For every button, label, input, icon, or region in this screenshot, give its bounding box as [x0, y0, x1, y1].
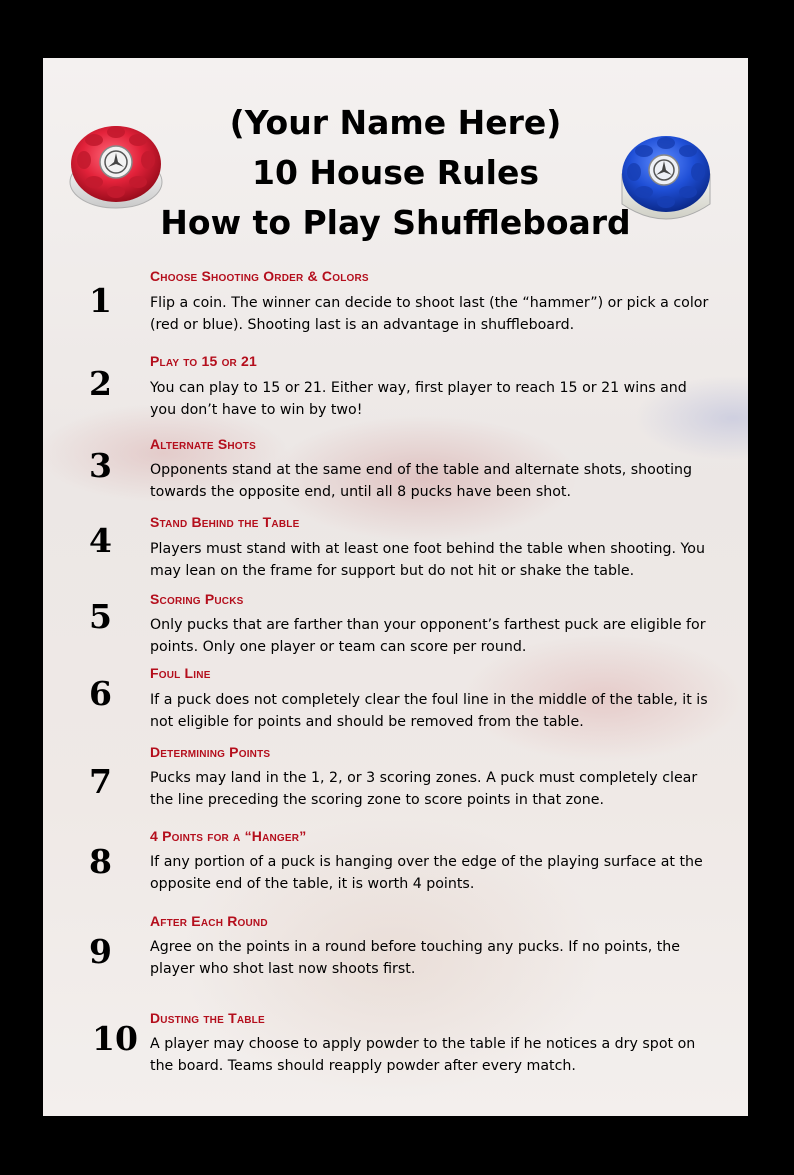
- rule-title: After Each Round: [150, 913, 268, 929]
- rule-text: If a puck does not completely clear the foul line in the middle of the table, it is not eligible for points and should be removed from the table.: [150, 692, 708, 730]
- rule-text: Flip a coin. The winner can decide to shoot last (the “hammer”) or pick a color (red or blue). Shooting last is an advantage in shuffleboard.: [150, 295, 709, 333]
- rule-text: Only pucks that are farther than your opponent’s farthest puck are eligible for points. Only one player or team can score per round.: [150, 617, 706, 655]
- rule-title: Dusting the Table: [150, 1010, 265, 1026]
- rule-number: 6: [89, 674, 112, 713]
- rule-number: 5: [89, 597, 112, 636]
- rule-text: You can play to 15 or 21. Either way, first player to reach 15 or 21 wins and you don’t have to win by two!: [150, 380, 687, 418]
- rule-number: 3: [89, 446, 112, 485]
- rule-number: 8: [89, 842, 112, 881]
- rule-number: 2: [89, 364, 112, 403]
- poster-subtitle: 10 House Rules: [252, 153, 539, 192]
- rule-title: Scoring Pucks: [150, 591, 244, 607]
- rule-text: Agree on the points in a round before touching any pucks. If no points, the player who shot last now shoots first.: [150, 939, 681, 977]
- rule-text: Pucks may land in the 1, 2, or 3 scoring zones. A puck must completely clear the line preceding the scoring zone to score points in that zone.: [150, 770, 698, 808]
- poster-owner-title: (Your Name Here): [229, 103, 562, 142]
- rule-number: 4: [89, 521, 112, 560]
- rule-number: 1: [89, 281, 112, 320]
- rule-number: 10: [92, 1019, 138, 1058]
- rule-text: If any portion of a puck is hanging over the edge of the playing surface at the opposite end of the table, it is worth 4 points.: [150, 854, 703, 892]
- rule-title: Choose Shooting Order & Colors: [150, 268, 369, 284]
- rule-number: 9: [89, 932, 112, 971]
- rule-number: 7: [89, 762, 112, 801]
- poster-main-title: How to Play Shuffleboard: [160, 203, 631, 242]
- rule-title: Alternate Shots: [150, 436, 256, 452]
- rule-text: Opponents stand at the same end of the table and alternate shots, shooting towards the opposite end, until all 8 pucks have been shot.: [150, 462, 693, 500]
- rule-title: Determining Points: [150, 744, 271, 760]
- rule-title: Foul Line: [150, 665, 211, 681]
- rules-poster: [43, 58, 748, 1116]
- rule-text: A player may choose to apply powder to the table if he notices a dry spot on the board. Teams should reapply powder after every match.: [150, 1036, 696, 1074]
- rule-title: Stand Behind the Table: [150, 514, 300, 530]
- rule-title: Play to 15 or 21: [150, 353, 258, 369]
- rule-text: Players must stand with at least one foot behind the table when shooting. You may lean on the frame for support but do not hit or shake the table.: [150, 541, 705, 579]
- rule-title: 4 Points for a “Hanger”: [150, 828, 307, 844]
